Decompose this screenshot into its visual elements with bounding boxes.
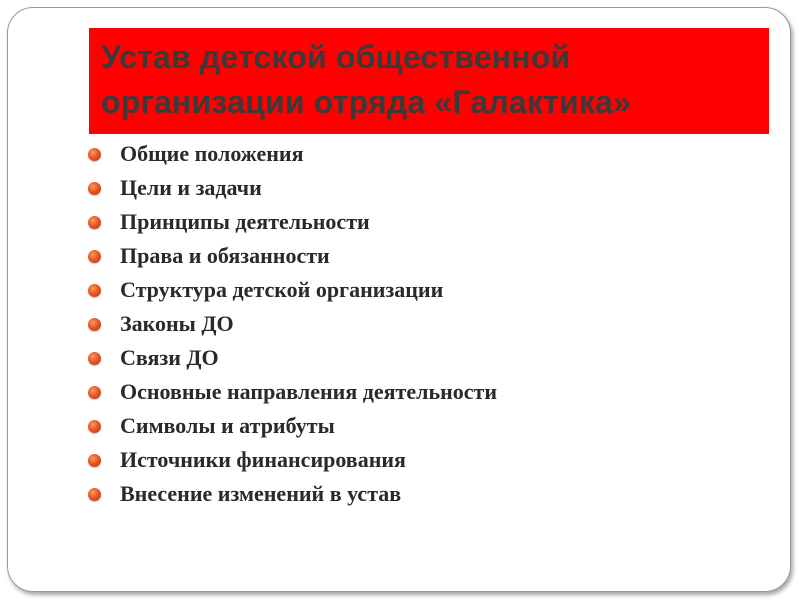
- bullet-list: [88, 137, 497, 511]
- list-item: [88, 341, 497, 375]
- title-banner: [89, 28, 769, 134]
- list-item-label: Принципы деятельности: [120, 209, 370, 234]
- slide-title-line-2: организации отряда «Галактика»: [101, 84, 632, 120]
- bullet-icon: [88, 386, 101, 399]
- bullet-icon: [88, 352, 101, 365]
- slide-title: [101, 35, 761, 125]
- list-item-label: Символы и атрибуты: [120, 413, 335, 438]
- bullet-icon: [88, 318, 101, 331]
- slide-card: [7, 7, 791, 592]
- list-item: [88, 239, 497, 273]
- list-item: [88, 375, 497, 409]
- list-item: [88, 409, 497, 443]
- bullet-icon: [88, 420, 101, 433]
- list-item-label: Структура детской организации: [120, 277, 444, 302]
- bullet-icon: [88, 284, 101, 297]
- list-item-label: Связи ДО: [120, 345, 219, 370]
- list-item: [88, 477, 497, 511]
- list-item-label: Основные направления деятельности: [120, 379, 498, 404]
- bullet-icon: [88, 488, 101, 501]
- list-item: [88, 443, 497, 477]
- list-item-label: Цели и задачи: [120, 175, 262, 200]
- list-item: [88, 171, 497, 205]
- list-item-label: Общие положения: [120, 141, 304, 166]
- bullet-icon: [88, 454, 101, 467]
- slide-title-line-1: Устав детской общественной: [101, 39, 571, 75]
- list-item: [88, 137, 497, 171]
- list-item: [88, 273, 497, 307]
- list-item-label: Внесение изменений в устав: [120, 481, 402, 506]
- list-item-label: Законы ДО: [120, 311, 234, 336]
- bullet-icon: [88, 250, 101, 263]
- list-item: [88, 205, 497, 239]
- list-item-label: Источники финансирования: [120, 447, 406, 472]
- bullet-icon: [88, 182, 101, 195]
- bullet-icon: [88, 148, 101, 161]
- list-item: [88, 307, 497, 341]
- bullet-icon: [88, 216, 101, 229]
- list-item-label: Права и обязанности: [120, 243, 330, 268]
